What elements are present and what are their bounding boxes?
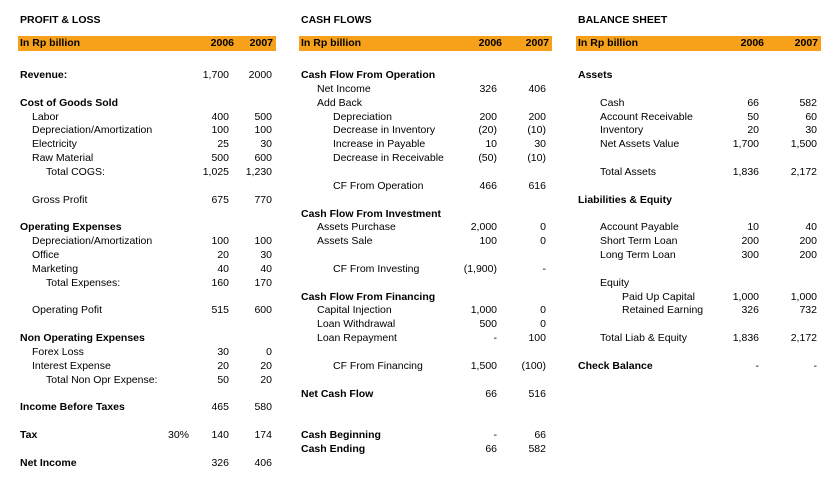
cf-row [301, 388, 552, 402]
bs-row [578, 332, 821, 346]
bs-row [578, 166, 821, 180]
header-unit-label: In Rp billion [301, 37, 362, 49]
cf-row [301, 318, 552, 332]
value-2006: 1,836 [732, 332, 759, 344]
value-2006: 200 [741, 235, 759, 247]
row-label: Marketing [32, 263, 79, 275]
value-2007: 1,000 [790, 291, 817, 303]
value-2007: 582 [528, 443, 546, 455]
row-label: Short Term Loan [600, 235, 678, 247]
row-label: CF From Financing [333, 360, 423, 372]
row-label: Cash Beginning [301, 429, 381, 441]
value-2006: 20 [217, 360, 229, 372]
profit-loss-title: PROFIT & LOSS [20, 14, 101, 26]
value-2006: 466 [479, 180, 497, 192]
pl-row [20, 249, 276, 263]
row-label: Cash Flow From Investment [301, 208, 442, 220]
value-2006: - [493, 332, 497, 344]
header-year-2006: 2006 [210, 37, 234, 49]
value-2006: 326 [211, 457, 229, 469]
value-2006: - [493, 429, 497, 441]
value-2007: 20 [260, 374, 272, 386]
value-2007: 20 [260, 360, 272, 372]
row-label: Forex Loss [32, 346, 84, 358]
value-2007: 0 [540, 221, 546, 233]
value-2007: 200 [528, 111, 546, 123]
value-2007: 200 [799, 235, 817, 247]
row-label: Loan Repayment [317, 332, 397, 344]
value-2007: 30 [260, 249, 272, 261]
row-label: Net Income [20, 457, 77, 469]
cf-row [301, 304, 552, 318]
value-2006: 300 [741, 249, 759, 261]
value-2006: 25 [217, 138, 229, 150]
bs-row [578, 360, 821, 374]
balance-sheet-header [576, 36, 821, 51]
profit-loss-header [18, 36, 276, 51]
value-2006: 50 [747, 111, 759, 123]
value-2006: 1,500 [470, 360, 497, 372]
balance-sheet-panel [578, 0, 821, 481]
value-2006: 20 [217, 249, 229, 261]
value-2006: 515 [211, 304, 229, 316]
value-2007: - [813, 360, 817, 372]
value-2006: 400 [211, 111, 229, 123]
pl-row [20, 429, 276, 443]
row-label: Electricity [32, 138, 77, 150]
row-label: Net Income [317, 83, 371, 95]
pl-row [20, 304, 276, 318]
row-label: Office [32, 249, 60, 261]
value-2006: 66 [485, 443, 497, 455]
cf-row [301, 263, 552, 277]
value-2006: 140 [211, 429, 229, 441]
row-label: Income Before Taxes [20, 401, 125, 413]
row-label: Equity [600, 277, 630, 289]
pl-row [20, 194, 276, 208]
value-2006: 10 [747, 221, 759, 233]
bs-row [578, 235, 821, 249]
pl-row [20, 69, 276, 83]
pl-row [20, 277, 276, 291]
cf-row [301, 83, 552, 97]
row-label: Total Expenses: [46, 277, 121, 289]
row-label: Cash Flow From Financing [301, 291, 436, 303]
value-2006: 66 [485, 388, 497, 400]
value-2007: 580 [254, 401, 272, 413]
value-2007: 406 [528, 83, 546, 95]
value-2007: 0 [266, 346, 272, 358]
cash-flows-panel [301, 0, 552, 481]
value-2007: 30 [805, 124, 817, 136]
cf-row [301, 208, 552, 222]
cf-row [301, 235, 552, 249]
pl-row [20, 360, 276, 374]
row-label: Non Operating Expenses [20, 332, 145, 344]
header-year-2006: 2006 [478, 37, 502, 49]
value-2007: 2,172 [790, 332, 817, 344]
pl-row [20, 457, 276, 471]
row-label: Decrease in Inventory [333, 124, 436, 136]
cash-flows-title: CASH FLOWS [301, 14, 372, 26]
bs-row [578, 291, 821, 305]
header-year-2007: 2007 [525, 37, 549, 49]
bs-row [578, 249, 821, 263]
value-2007: 100 [254, 235, 272, 247]
pl-row [20, 221, 276, 235]
value-2006: 160 [211, 277, 229, 289]
value-2006: 500 [479, 318, 497, 330]
value-2007: 100 [254, 124, 272, 136]
row-label: Revenue: [20, 69, 68, 81]
value-2006: (50) [478, 152, 497, 164]
value-2007: 0 [540, 235, 546, 247]
cf-row [301, 152, 552, 166]
row-label: Tax [20, 429, 38, 441]
value-2007: 66 [534, 429, 546, 441]
value-2007: 174 [254, 429, 272, 441]
bs-row [578, 69, 821, 83]
value-2007: 616 [528, 180, 546, 192]
bs-row [578, 194, 821, 208]
value-2007: (100) [521, 360, 546, 372]
row-label: Inventory [600, 124, 644, 136]
row-label: Cash [600, 97, 625, 109]
bs-row [578, 304, 821, 318]
tax-rate: 30% [168, 429, 190, 441]
row-label: Operating Pofit [32, 304, 103, 316]
pl-row [20, 138, 276, 152]
row-label: Labor [32, 111, 59, 123]
row-label: Paid Up Capital [622, 291, 695, 303]
value-2007: 770 [254, 194, 272, 206]
cf-row [301, 69, 552, 83]
value-2006: 1,700 [202, 69, 229, 81]
cf-row [301, 291, 552, 305]
header-unit-label: In Rp billion [20, 37, 81, 49]
cash-flows-header [299, 36, 552, 51]
cf-row [301, 180, 552, 194]
row-label: Depreciation/Amortization [32, 235, 153, 247]
value-2006: - [755, 360, 759, 372]
row-label: Net Assets Value [600, 138, 680, 150]
value-2007: - [542, 263, 546, 275]
value-2006: 50 [217, 374, 229, 386]
value-2007: 170 [254, 277, 272, 289]
value-2006: 326 [741, 304, 759, 316]
row-label: Liabilities & Equity [578, 194, 672, 206]
value-2007: (10) [527, 124, 546, 136]
cf-row [301, 97, 552, 111]
value-2006: 1,000 [732, 291, 759, 303]
pl-row [20, 166, 276, 180]
value-2007: 30 [260, 138, 272, 150]
row-label: Cash Ending [301, 443, 366, 455]
value-2007: 30 [534, 138, 546, 150]
balance-sheet-title: BALANCE SHEET [578, 14, 668, 26]
value-2007: 1,500 [790, 138, 817, 150]
cf-row [301, 138, 552, 152]
pl-row [20, 401, 276, 415]
value-2006: 1,836 [732, 166, 759, 178]
row-label: Capital Injection [317, 304, 392, 316]
pl-row [20, 97, 276, 111]
bs-row [578, 138, 821, 152]
row-label: Assets Sale [317, 235, 373, 247]
bs-row [578, 277, 821, 291]
value-2006: (1,900) [463, 263, 497, 275]
pl-row [20, 124, 276, 138]
value-2007: 200 [799, 249, 817, 261]
value-2006: 40 [217, 263, 229, 275]
cf-row [301, 360, 552, 374]
pl-row [20, 235, 276, 249]
bs-row [578, 111, 821, 125]
row-label: Assets [578, 69, 613, 81]
value-2006: 675 [211, 194, 229, 206]
value-2007: 1,230 [245, 166, 272, 178]
bs-row [578, 124, 821, 138]
value-2007: 2000 [248, 69, 272, 81]
row-label: Assets Purchase [317, 221, 396, 233]
pl-row [20, 152, 276, 166]
row-label: Cash Flow From Operation [301, 69, 436, 81]
value-2007: 500 [254, 111, 272, 123]
cf-row [301, 332, 552, 346]
cf-row [301, 443, 552, 457]
value-2007: 600 [254, 152, 272, 164]
value-2007: 100 [528, 332, 546, 344]
row-label: Depreciation [333, 111, 392, 123]
value-2006: 100 [211, 124, 229, 136]
bs-row [578, 97, 821, 111]
row-label: Net Cash Flow [301, 388, 374, 400]
value-2006: (20) [478, 124, 497, 136]
row-label: Total Non Opr Expense: [46, 374, 158, 386]
row-label: Total Liab & Equity [600, 332, 687, 344]
value-2006: 1,700 [732, 138, 759, 150]
value-2007: 40 [260, 263, 272, 275]
pl-row [20, 332, 276, 346]
row-label: Add Back [317, 97, 362, 109]
row-label: Interest Expense [32, 360, 111, 372]
value-2006: 10 [485, 138, 497, 150]
row-label: Raw Material [32, 152, 94, 164]
row-label: Decrease in Receivable [333, 152, 444, 164]
cf-row [301, 124, 552, 138]
header-year-2007: 2007 [249, 37, 273, 49]
value-2007: 0 [540, 304, 546, 316]
row-label: CF From Investing [333, 263, 420, 275]
value-2006: 1,025 [202, 166, 229, 178]
value-2006: 1,000 [470, 304, 497, 316]
header-unit-label: In Rp billion [578, 37, 639, 49]
value-2007: 40 [805, 221, 817, 233]
value-2006: 30 [217, 346, 229, 358]
value-2007: 406 [254, 457, 272, 469]
cf-row [301, 111, 552, 125]
row-label: Account Payable [600, 221, 679, 233]
header-year-2006: 2006 [740, 37, 764, 49]
value-2007: 516 [528, 388, 546, 400]
value-2007: 732 [799, 304, 817, 316]
header-year-2007: 2007 [794, 37, 818, 49]
row-label: Operating Expenses [20, 221, 122, 233]
row-label: Long Term Loan [600, 249, 676, 261]
bs-row [578, 221, 821, 235]
pl-row [20, 374, 276, 388]
value-2006: 20 [747, 124, 759, 136]
row-label: Total Assets [600, 166, 657, 178]
value-2007: (10) [527, 152, 546, 164]
profit-loss-panel [20, 0, 276, 481]
row-label: Retained Earning [622, 304, 704, 316]
value-2006: 100 [211, 235, 229, 247]
value-2007: 60 [805, 111, 817, 123]
value-2006: 200 [479, 111, 497, 123]
pl-row [20, 346, 276, 360]
value-2007: 0 [540, 318, 546, 330]
row-label: Gross Profit [32, 194, 88, 206]
value-2006: 326 [479, 83, 497, 95]
value-2006: 500 [211, 152, 229, 164]
row-label: Depreciation/Amortization [32, 124, 153, 136]
cf-row [301, 429, 552, 443]
row-label: Cost of Goods Sold [20, 97, 118, 109]
value-2006: 2,000 [470, 221, 497, 233]
value-2007: 600 [254, 304, 272, 316]
pl-row [20, 263, 276, 277]
value-2006: 465 [211, 401, 229, 413]
value-2006: 66 [747, 97, 759, 109]
pl-row [20, 111, 276, 125]
row-label: Account Receivable [600, 111, 693, 123]
cf-row [301, 221, 552, 235]
row-label: CF From Operation [333, 180, 424, 192]
value-2007: 582 [799, 97, 817, 109]
row-label: Check Balance [578, 360, 653, 372]
value-2006: 100 [479, 235, 497, 247]
row-label: Loan Withdrawal [317, 318, 396, 330]
row-label: Increase in Payable [333, 138, 426, 150]
row-label: Total COGS: [46, 166, 105, 178]
value-2007: 2,172 [790, 166, 817, 178]
